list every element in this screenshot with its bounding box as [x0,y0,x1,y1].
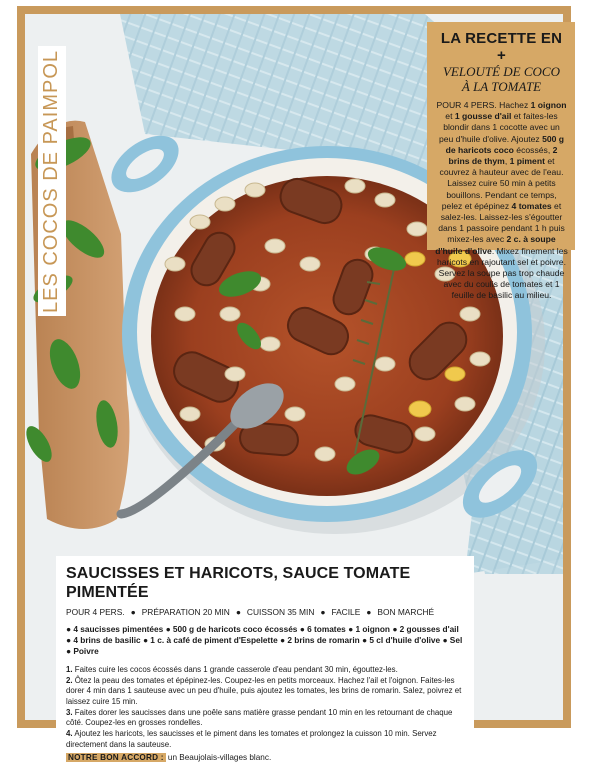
bonus-recipe-text-run: 1 gousse d'ail [454,111,512,122]
step-item [66,665,464,675]
ingredient-item: 2 gousses d'ail [399,624,459,634]
magazine-page [17,6,571,762]
meta-separator: ● [235,607,241,617]
bonus-recipe-subtitle-line-1: VELOUTÉ DE COCO [442,64,560,79]
ingredient-item: 1 oignon [355,624,393,634]
ingredient-bullet: ● [442,635,450,646]
ingredient-item: 2 brins de romarin [287,635,363,646]
pairing-label: NOTRE BON ACCORD : [68,752,164,762]
ingredient-item: 4 brins de basilic [73,635,143,646]
bonus-recipe-text-run: et [445,111,455,122]
bonus-recipe-text-run: et couvrez à hauteur avec de l'eau. Laissez cuire 50 min à petits bouillons. Pendant ce temps, pelez et épépinez [439,156,564,211]
step-number: 1. [66,664,73,674]
ingredient-bullet: ● [299,624,308,634]
side-label [38,46,66,316]
bonus-recipe-text-run: 1 oignon [530,100,567,110]
ingredient-item: 1 c. à café de piment d'Espelette [150,635,280,646]
ingredient-bullet: ● [66,624,74,634]
bonus-recipe-box [427,22,575,301]
ingredient-bullet: ● [348,624,356,634]
bonus-recipe-text-run: 4 tomates [511,200,552,211]
pairing-text: un Beaujolais-villages blanc. [165,752,272,762]
meta-separator: ● [366,607,372,617]
steps-list [66,665,464,750]
recipe-title: SAUCISSES ET HARICOTS, SAUCE TOMATE PIMENTÉE [66,565,411,601]
ingredient-bullet: ● [280,635,288,646]
ingredient-item: 500 g de haricots coco écossés [172,624,300,634]
meta-item: POUR 4 PERS. [66,607,125,617]
meta-item: FACILE [331,607,361,617]
meta-item: CUISSON 35 MIN [246,607,315,617]
bonus-recipe-text-run: , [504,156,510,167]
step-text: Ôtez la peau des tomates et épépinez-les. Coupez-les en petits morceaux. Hachez l'ail et l'oignon. Faites-les dorer 4 min dans 1 sauteuse avec un peu d'huile, puis ajoutez les tomates, les brins de romarin. Salez, poivrez et laissez cuire 15 min. [66,675,462,706]
bonus-recipe-text-run: 2 c. à soupe d'huile d'olive [435,234,556,256]
ingredient-bullet: ● [392,624,400,634]
bonus-recipe-body [435,100,568,302]
recipe-card [56,556,474,762]
side-label-text: LES COCOS DE PAIMPOL [40,49,63,313]
ingredients-list [66,624,464,658]
ingredient-bullet: ● [142,635,151,646]
bonus-recipe-title: LA RECETTE EN + [440,30,563,64]
ingredient-item: 4 saucisses pimentées [73,624,166,634]
ingredient-item: 5 cl d'huile d'olive [369,635,443,646]
step-number: 2. [66,675,73,685]
bonus-recipe-text-run: 500 g de haricots coco [445,133,565,155]
page-inner [25,14,568,762]
step-item [66,676,464,707]
step-number: 4. [66,729,73,739]
step-number: 3. [66,707,73,717]
meta-item: BON MARCHÉ [377,607,435,617]
meta-item: PRÉPARATION 20 MIN [141,607,230,617]
bonus-recipe-text-run: et faites-les blondir dans 1 cocotte avec un peu d'huile d'olive. Ajoutez [438,111,560,144]
ingredient-bullet: ● [362,635,370,646]
ingredient-item: Sel [449,635,463,646]
ingredient-bullet: ● [165,624,173,634]
meta-separator: ● [320,607,326,617]
bonus-recipe-text-run: écossés, [513,144,553,155]
ingredient-bullet: ● [66,646,74,657]
step-text: Faites dorer les saucisses dans une poêle sans matière grasse pendant 10 min en les retournant de chaque côté. Coupez-les en grosses rondelles. [66,707,453,728]
bonus-recipe-text-run: et salez-les. Laissez-les s'égoutter dans 1 passoire pendant 1 h puis mixez-les avec [438,200,565,245]
meta-separator: ● [130,607,136,617]
step-text: Faites cuire les cocos écossés dans 1 grande casserole d'eau pendant 30 min, égouttez-les. [72,664,398,674]
bonus-recipe-text-run: 1 piment [509,156,545,167]
recipe-meta [66,607,464,618]
ingredient-item: Poivre [73,646,99,657]
bonus-recipe-text-run: . Mixez finement les haricots en rajoutant sel et poivre. Servez la soupe pas trop chaude avec du coulis de tomates et 1 feuille de basilic au milieu. [437,245,568,301]
step-text: Ajoutez les haricots, les saucisses et le piment dans les tomates et prolongez la cuisson 10 min. Servez directement dans la sauteuse. [66,729,437,749]
ingredient-bullet: ● [66,635,74,646]
bonus-recipe-text-run: POUR 4 PERS. Hachez [436,100,531,110]
step-item [66,708,464,729]
bonus-recipe-subtitle-line-2: À LA TOMATE [461,79,542,94]
ingredient-item: 6 tomates [307,624,349,634]
bonus-recipe-text-run: 2 brins de thym [448,144,558,167]
pairing [66,753,464,763]
step-item [66,729,464,750]
